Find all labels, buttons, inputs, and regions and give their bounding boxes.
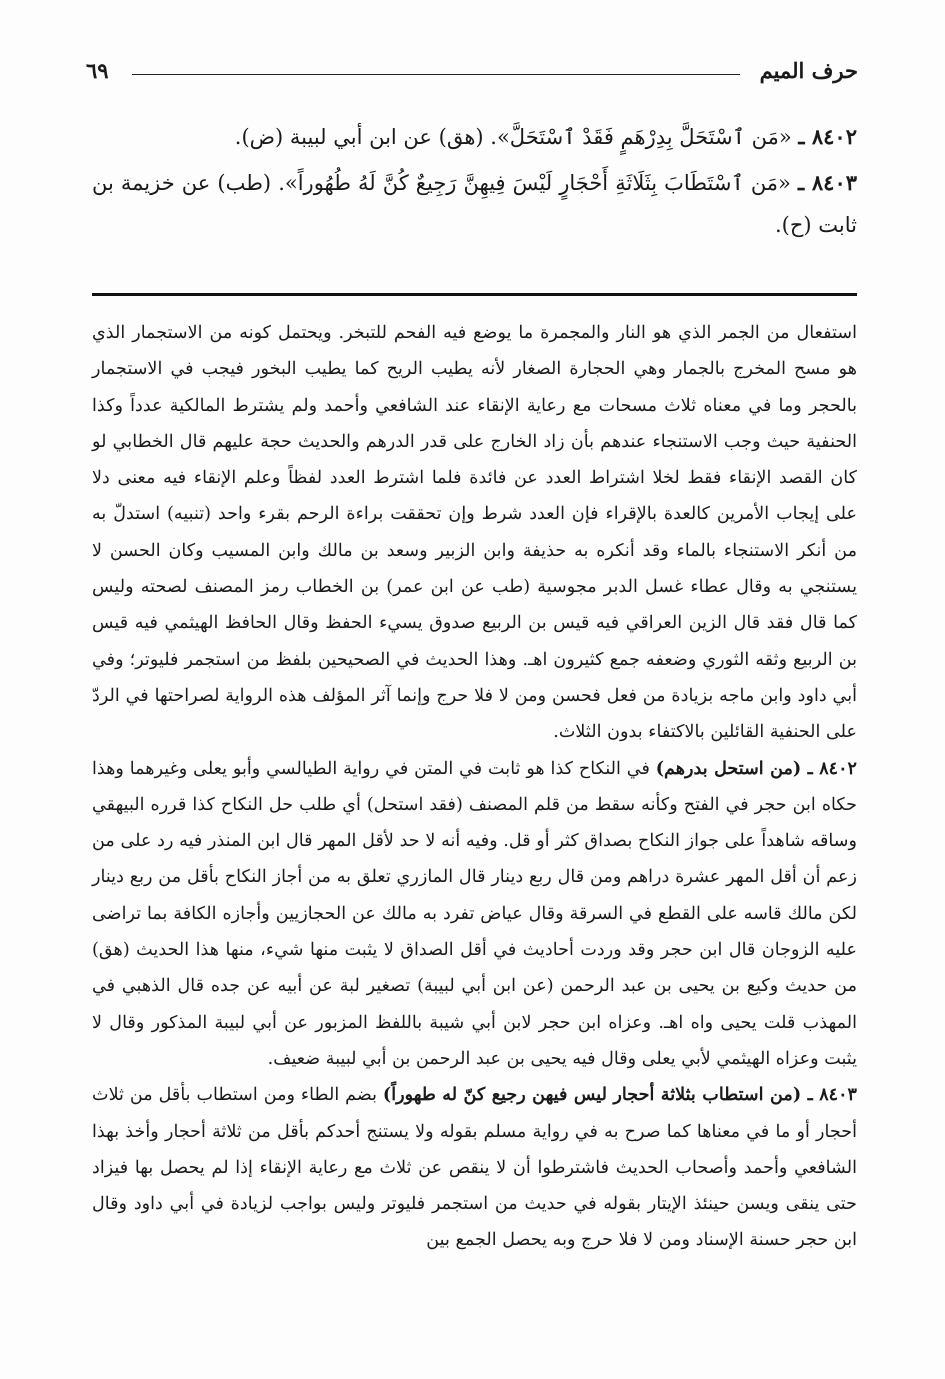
commentary-paragraph [92,1077,857,1258]
page-header [84,54,858,90]
entry-number: ٨٤٠٣ ـ [798,170,858,195]
commentary-paragraph: استفعال من الجمر الذي هو النار والمجمرة ما يوضع فيه الفحم للتبخر. ويحتمل كونه من الاستجمار الذي هو مسح المخرج بالجمار وهي الحجارة الصغار لأنه يطيب الريح كما يطيب البخور فيجب في الاستجمار بالحجر وما في معناه ثلاث مسحات مع رعاية الإنقاء عند الشافعي وأحمد ولم يشترط المالكية عدداً وكذا الحنفية حيث وجب الاستنجاء عندهم بأن زاد الخارج على قدر الدرهم والحديث حجة عليهم قال الخطابي لو كان القصد الإنقاء فقط لخلا اشتراط العدد عن فائدة فلما اشترط العدد لفظاً وعلم الإنقاء فيه معنى دلا على إيجاب الأمرين كالعدة بالإقراء فإن العدد شرط وإن تحققت براءة الرحم بقرء واحد (تنبيه) استدلّ به من أنكر الاستنجاء بالماء وقد أنكره به حذيفة وابن الزبير وسعد بن مالك وابن المسيب وكان الحسن لا يستنجي به وقال عطاء غسل الدبر مجوسية (طب عن ابن عمر) بن الخطاب رمز المصنف لصحته وليس كما قال فقد قال الزين العراقي فيه قيس بن الربيع صدوق يسيء الحفظ وقال الحافظ الهيثمي فيه قيس بن الربيع وثقه الثوري وضعفه جمع كثيرون اهـ. وهذا الحديث في الصحيحين بلفظ من استجمر فليوتر؛ وفي أبي داود وابن ماجه بزيادة من فعل فحسن ومن لا فلا حرج وإنما آثر المؤلف هذه الرواية لصراحتها في الردّ على الحنفية القائلين بالاكتفاء بدون الثلاث. [92,323,857,743]
hadith-entry [92,116,857,158]
entry-text: «مَن ٱسْتَحَلَّ بِدِرْهَمٍ فَقَدْ ٱسْتَحَلَّ». (هق) عن ابن أبي لبيبة (ض). [234,125,792,149]
commentary-text: في النكاح كذا هو ثابت في المتن في رواية الطيالسي وأبو يعلى وغيرهما وهذا حكاه ابن حجر في الفتح وكأنه سقط من قلم المصنف (فقد استحل) أي طلب حل النكاح كذا قرره البيهقي وساقه شاهداً على جواز النكاح بصداق كثر أو قل. وفيه أنه لا حد لأقل المهر قال ابن المنذر فيه رد على من زعم أن أقل المهر عشرة دراهم ومن قال ربع دينار قال المازري تعلق به من أجاز النكاح بأقل من ربع دينار لكن مالك قاسه على القطع في السرقة وقال عياض تفرد به مالك عن الحجازيين وأجازه الكافة بما تراضى عليه الزوجان قال ابن حجر وقد وردت أحاديث في أقل الصداق لا يثبت منها شيء، منها هذا الحديث (هق) من حديث وكيع بن يحيى بن عبد الرحمن (عن ابن أبي لبيبة) تصغير لبة عن أبيه عن جده قال الذهبي في المهذب قلت يحيى واه اهـ. وعزاه ابن حجر لابن أبي شيبة باللفظ المزبور عن أبي لبيبة المذكور وقال لا يثبت وعزاه الهيثمي لأبي يعلى وقال فيه يحيى بن عبد الرحمن بن أبي لبيبة ضعيف. [92,758,857,1069]
page-number: ٦٩ [86,58,109,83]
header-rule [132,74,740,75]
hadith-entry [92,162,857,246]
commentary [92,315,857,1259]
entry-text: «مَن ٱسْتَطَابَ بِثَلَاثَةِ أَحْجَارٍ لَيْسَ فِيهِنَّ رَجِيعٌ كُنَّ لَهُ طُهُوراً». (طب) عن خزيمة بن ثابت (ح). [92,171,857,237]
commentary-text: بضم الطاء ومن استطاب بأقل من ثلاث أحجار أو ما في معناها كما صرح به في رواية مسلم بقوله ولا يستنج أحدكم بأقل من ثلاثة أحجار وأخذ بهذا الشافعي وأحمد وأصحاب الحديث فاشترطوا أن لا ينقص عن ثلاث مع رعاية الإنقاء إذا لم يحصل بها فيزاد حتى ينقى ويسن حينئذ الإيتار بقوله في حديث من استجمر فليوتر وليس بواجب لزيادة في أبي داود وقال ابن حجر حسنة الإسناد ومن لا فلا حرج وبه يحصل الجمع بين [92,1085,857,1251]
entry-number: ٨٤٠٢ ـ [798,124,857,149]
section-divider [92,293,857,296]
running-title: حرف الميم [759,58,858,83]
commentary-lead: ٨٤٠٢ ـ (من استحل بدرهم) [655,757,858,779]
hadith-entries [92,116,857,250]
commentary-lead: ٨٤٠٣ ـ (من استطاب بثلاثة أحجار ليس فيهن رجيع كنّ له طهوراً) [382,1084,857,1106]
commentary-paragraph [92,751,857,1078]
